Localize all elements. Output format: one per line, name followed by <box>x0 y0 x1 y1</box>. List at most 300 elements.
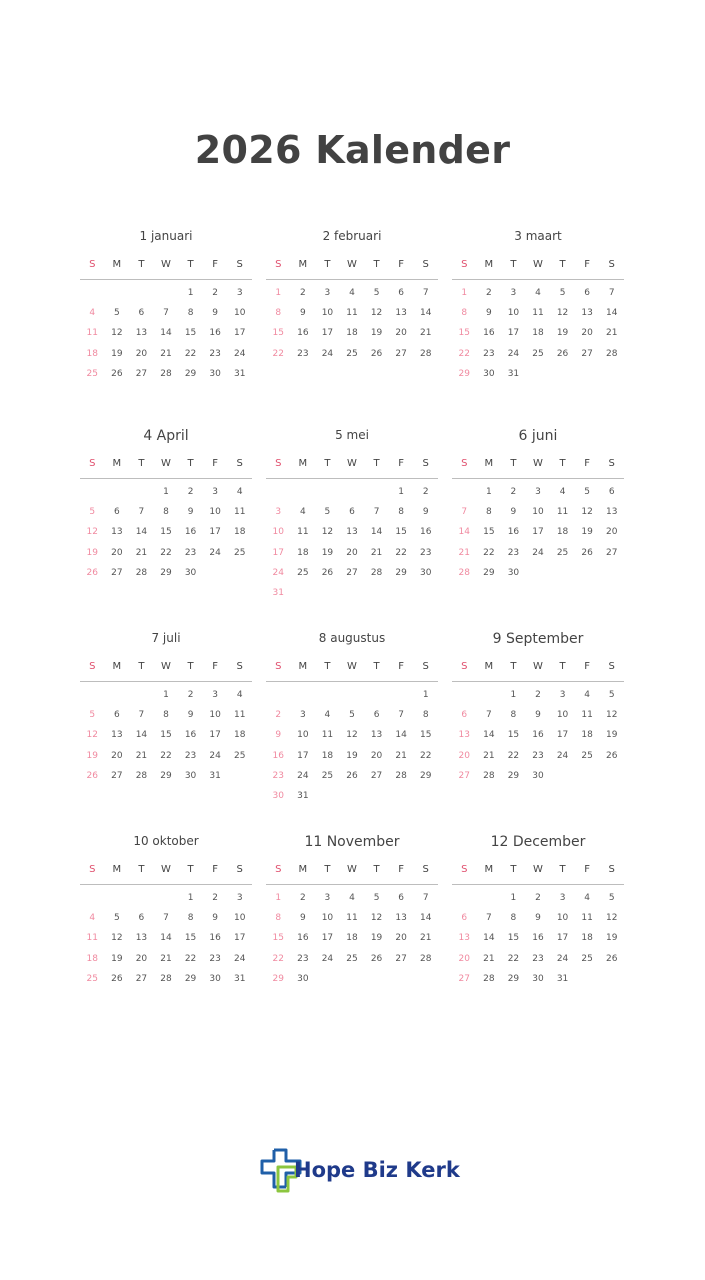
day-cell: 20 <box>605 527 618 538</box>
empty-cell <box>452 888 477 908</box>
weekday-label: T <box>138 458 145 469</box>
weekday-header <box>80 864 252 880</box>
day-cell: 6 <box>608 487 615 497</box>
day-cell: 2 <box>299 288 306 298</box>
day-cell: 20 <box>346 547 358 558</box>
day-cell: 1 <box>398 487 404 497</box>
day-cell: 23 <box>297 953 309 964</box>
day-cell: 30 <box>209 973 221 984</box>
day-cell: 7 <box>485 710 492 721</box>
day-cell: 1 <box>510 893 517 903</box>
month-6 <box>452 428 624 583</box>
day-cell: 8 <box>187 913 194 924</box>
day-cell: 12 <box>111 933 123 944</box>
day-cell: 22 <box>184 953 197 964</box>
weekday-label: T <box>324 864 331 875</box>
weekday-header <box>452 259 624 275</box>
day-cell: 11 <box>86 933 98 944</box>
day-cell: 9 <box>299 913 306 924</box>
day-cell: 3 <box>535 487 541 497</box>
day-cell: 8 <box>275 308 282 319</box>
day-cell: 10 <box>321 308 334 319</box>
day-cell: 15 <box>419 730 432 741</box>
divider <box>80 279 252 280</box>
day-cell: 22 <box>160 547 172 558</box>
day-cell: 3 <box>212 690 218 700</box>
day-cell: 7 <box>163 913 169 924</box>
day-cell: 21 <box>419 933 432 944</box>
day-cell: 18 <box>86 348 98 359</box>
empty-cell <box>105 482 130 502</box>
day-cell: 16 <box>184 527 197 538</box>
weekday-label: F <box>212 661 219 672</box>
day-cell: 7 <box>422 893 429 903</box>
day-grid <box>266 482 438 603</box>
day-cell: 23 <box>209 348 221 359</box>
empty-cell <box>80 482 105 502</box>
day-cell: 29 <box>483 567 495 578</box>
day-cell: 6 <box>461 913 468 924</box>
day-cell: 19 <box>346 750 358 761</box>
day-cell: 23 <box>507 547 520 558</box>
day-cell: 11 <box>346 308 358 319</box>
weekday-label: W <box>347 661 357 672</box>
day-cell: 9 <box>535 710 541 721</box>
day-cell: 16 <box>297 933 309 944</box>
weekday-label: M <box>112 259 122 270</box>
day-cell: 24 <box>272 567 284 578</box>
empty-cell <box>129 685 154 705</box>
day-cell: 20 <box>581 328 593 339</box>
day-cell: 19 <box>605 933 618 944</box>
divider <box>452 681 624 682</box>
day-cell: 27 <box>370 770 383 781</box>
day-cell: 7 <box>163 308 169 319</box>
day-cell: 8 <box>422 710 429 721</box>
day-cell: 13 <box>111 730 123 741</box>
day-cell: 23 <box>272 770 284 781</box>
day-cell: 25 <box>581 953 593 964</box>
weekday-label: W <box>161 259 171 270</box>
empty-cell <box>129 482 154 502</box>
day-cell: 30 <box>184 770 197 781</box>
day-cell: 19 <box>86 750 98 761</box>
day-cell: 29 <box>507 973 520 984</box>
weekday-label: M <box>112 661 122 672</box>
day-cell: 19 <box>86 547 98 558</box>
day-cell: 20 <box>111 547 123 558</box>
day-cell: 5 <box>373 288 380 298</box>
day-cell: 24 <box>532 547 544 558</box>
day-cell: 5 <box>584 487 590 497</box>
day-cell: 27 <box>346 567 358 578</box>
weekday-label: M <box>298 458 308 469</box>
weekday-header <box>452 458 624 474</box>
empty-cell <box>389 685 414 705</box>
day-cell: 24 <box>297 770 309 781</box>
day-cell: 26 <box>370 953 383 964</box>
day-cell: 31 <box>556 973 569 984</box>
day-cell: 18 <box>233 527 246 538</box>
day-cell: 12 <box>370 913 383 924</box>
day-cell: 9 <box>275 730 282 741</box>
day-cell: 13 <box>370 730 383 741</box>
day-cell: 26 <box>370 348 383 359</box>
day-cell: 29 <box>160 567 172 578</box>
day-cell: 28 <box>160 973 172 984</box>
day-cell: 6 <box>461 710 468 721</box>
day-cell: 26 <box>86 567 98 578</box>
empty-cell <box>80 685 105 705</box>
day-cell: 27 <box>605 547 618 558</box>
empty-cell <box>291 685 316 705</box>
day-cell: 3 <box>559 690 566 700</box>
day-cell: 18 <box>346 328 358 339</box>
month-title: 6 juni <box>518 428 558 444</box>
day-cell: 13 <box>605 507 618 518</box>
day-cell: 25 <box>321 770 334 781</box>
divider <box>80 681 252 682</box>
weekday-label: S <box>89 661 96 672</box>
weekday-label: T <box>324 259 331 270</box>
day-cell: 12 <box>581 507 593 518</box>
day-cell: 26 <box>581 547 593 558</box>
day-cell: 30 <box>507 567 520 578</box>
day-cell: 11 <box>532 308 544 319</box>
weekday-label: T <box>559 661 566 672</box>
day-cell: 27 <box>581 348 593 359</box>
weekday-label: W <box>533 864 543 875</box>
weekday-header <box>266 259 438 275</box>
day-cell: 8 <box>163 710 169 721</box>
empty-cell <box>105 685 130 705</box>
day-cell: 23 <box>209 953 221 964</box>
day-cell: 8 <box>510 913 517 924</box>
day-cell: 9 <box>187 710 194 721</box>
day-cell: 19 <box>605 730 618 741</box>
day-cell: 19 <box>321 547 334 558</box>
day-cell: 2 <box>212 288 218 298</box>
day-cell: 4 <box>584 893 590 903</box>
day-grid <box>80 283 252 384</box>
day-cell: 26 <box>111 368 123 379</box>
month-title: 5 mei <box>335 428 369 442</box>
day-cell: 31 <box>233 368 246 379</box>
month-title: 10 oktober <box>133 834 199 848</box>
empty-cell <box>364 685 389 705</box>
weekday-label: S <box>236 864 243 875</box>
day-cell: 4 <box>559 487 566 497</box>
day-cell: 15 <box>395 527 407 538</box>
day-cell: 30 <box>184 567 197 578</box>
day-cell: 27 <box>395 348 407 359</box>
day-cell: 5 <box>113 308 120 319</box>
day-cell: 7 <box>373 507 380 518</box>
day-cell: 17 <box>321 933 334 944</box>
divider <box>80 478 252 479</box>
weekday-label: W <box>161 458 171 469</box>
month-10 <box>80 834 252 989</box>
day-cell: 10 <box>556 913 569 924</box>
empty-cell <box>364 482 389 502</box>
day-grid <box>452 482 624 583</box>
day-cell: 12 <box>605 710 618 721</box>
day-cell: 5 <box>89 507 96 518</box>
day-cell: 18 <box>581 730 593 741</box>
weekday-label: M <box>484 661 494 672</box>
day-cell: 6 <box>398 893 404 903</box>
weekday-label: T <box>138 864 145 875</box>
day-cell: 2 <box>212 893 218 903</box>
day-cell: 2 <box>187 487 194 497</box>
weekday-label: T <box>324 458 331 469</box>
day-cell: 27 <box>395 953 407 964</box>
day-cell: 13 <box>395 308 407 319</box>
day-cell: 17 <box>321 328 334 339</box>
day-cell: 1 <box>275 288 282 298</box>
month-3 <box>452 229 624 384</box>
day-cell: 26 <box>346 770 358 781</box>
day-cell: 8 <box>275 913 282 924</box>
empty-cell <box>80 888 105 908</box>
divider <box>266 279 438 280</box>
weekday-label: M <box>298 259 308 270</box>
day-cell: 28 <box>458 567 470 578</box>
weekday-label: F <box>212 458 219 469</box>
day-cell: 1 <box>275 893 282 903</box>
day-cell: 23 <box>419 547 432 558</box>
day-cell: 14 <box>605 308 618 319</box>
weekday-label: T <box>510 864 517 875</box>
day-cell: 25 <box>233 547 246 558</box>
day-cell: 24 <box>209 547 221 558</box>
day-cell: 16 <box>272 750 284 761</box>
month-2 <box>266 229 438 364</box>
day-cell: 4 <box>349 893 355 903</box>
day-cell: 11 <box>297 527 309 538</box>
divider <box>452 279 624 280</box>
month-1 <box>80 229 252 384</box>
weekday-label: T <box>138 661 145 672</box>
weekday-label: S <box>275 259 282 270</box>
month-title: 9 September <box>492 631 584 647</box>
weekday-header <box>452 864 624 880</box>
weekday-label: S <box>608 661 615 672</box>
day-cell: 4 <box>349 288 355 298</box>
day-cell: 18 <box>321 750 334 761</box>
day-cell: 2 <box>535 893 541 903</box>
day-cell: 17 <box>556 730 569 741</box>
month-title: 12 December <box>490 834 586 850</box>
weekday-label: S <box>461 259 468 270</box>
day-cell: 23 <box>297 348 309 359</box>
day-cell: 6 <box>113 710 120 721</box>
day-cell: 16 <box>419 527 432 538</box>
day-cell: 9 <box>510 507 517 518</box>
day-cell: 7 <box>398 710 404 721</box>
weekday-label: S <box>422 458 429 469</box>
weekday-label: S <box>608 458 615 469</box>
day-cell: 25 <box>556 547 569 558</box>
day-cell: 18 <box>556 527 569 538</box>
weekday-label: W <box>347 458 357 469</box>
day-cell: 11 <box>346 913 358 924</box>
day-cell: 7 <box>138 710 145 721</box>
day-cell: 9 <box>535 913 541 924</box>
day-cell: 23 <box>532 953 544 964</box>
day-grid <box>266 283 438 364</box>
weekday-label: S <box>422 661 429 672</box>
weekday-label: T <box>510 458 517 469</box>
weekday-label: W <box>347 259 357 270</box>
day-cell: 12 <box>370 308 383 319</box>
day-cell: 3 <box>299 710 306 721</box>
weekday-label: T <box>373 661 380 672</box>
day-cell: 2 <box>535 690 541 700</box>
empty-cell <box>340 482 365 502</box>
day-cell: 25 <box>532 348 544 359</box>
day-cell: 21 <box>483 750 495 761</box>
day-cell: 3 <box>275 507 282 518</box>
weekday-label: M <box>298 864 308 875</box>
weekday-label: S <box>461 458 468 469</box>
day-cell: 4 <box>299 507 306 518</box>
day-cell: 26 <box>321 567 334 578</box>
day-cell: 14 <box>160 328 172 339</box>
day-cell: 15 <box>160 527 172 538</box>
day-cell: 11 <box>581 913 593 924</box>
weekday-label: W <box>533 661 543 672</box>
day-cell: 13 <box>581 308 593 319</box>
day-cell: 16 <box>532 730 544 741</box>
day-cell: 9 <box>485 308 492 319</box>
weekday-label: W <box>347 864 357 875</box>
day-cell: 5 <box>608 690 615 700</box>
day-cell: 10 <box>233 913 246 924</box>
day-cell: 7 <box>138 507 145 518</box>
day-cell: 28 <box>483 973 495 984</box>
logo <box>260 1146 460 1194</box>
weekday-label: T <box>510 259 517 270</box>
day-cell: 28 <box>605 348 618 359</box>
empty-cell <box>80 283 105 303</box>
day-cell: 27 <box>111 567 123 578</box>
day-cell: 23 <box>483 348 495 359</box>
weekday-label: S <box>89 458 96 469</box>
day-cell: 27 <box>135 368 148 379</box>
day-cell: 5 <box>324 507 331 518</box>
day-cell: 8 <box>398 507 404 518</box>
weekday-label: S <box>422 259 429 270</box>
day-cell: 6 <box>373 710 380 721</box>
day-cell: 24 <box>321 953 334 964</box>
day-cell: 21 <box>605 328 618 339</box>
day-cell: 14 <box>135 527 148 538</box>
empty-cell <box>105 283 130 303</box>
day-cell: 5 <box>113 913 120 924</box>
day-cell: 22 <box>272 348 284 359</box>
weekday-label: W <box>533 458 543 469</box>
day-cell: 24 <box>507 348 520 359</box>
empty-cell <box>266 482 291 502</box>
empty-cell <box>266 685 291 705</box>
day-cell: 14 <box>458 527 470 538</box>
day-cell: 6 <box>138 308 145 319</box>
day-cell: 17 <box>209 730 221 741</box>
month-title: 11 November <box>304 834 400 850</box>
day-cell: 20 <box>135 348 148 359</box>
day-cell: 28 <box>135 567 148 578</box>
weekday-label: F <box>398 259 405 270</box>
day-cell: 23 <box>184 750 197 761</box>
day-cell: 2 <box>510 487 517 497</box>
day-cell: 30 <box>532 973 544 984</box>
day-cell: 21 <box>395 750 407 761</box>
day-cell: 30 <box>483 368 495 379</box>
weekday-label: T <box>187 259 194 270</box>
day-cell: 10 <box>297 730 309 741</box>
day-cell: 13 <box>458 730 470 741</box>
day-cell: 13 <box>111 527 123 538</box>
day-cell: 29 <box>507 770 520 781</box>
day-cell: 4 <box>236 690 243 700</box>
day-cell: 8 <box>510 710 517 721</box>
day-cell: 15 <box>507 933 520 944</box>
day-cell: 31 <box>209 770 221 781</box>
weekday-label: S <box>461 661 468 672</box>
day-cell: 20 <box>111 750 123 761</box>
day-cell: 12 <box>111 328 123 339</box>
day-cell: 5 <box>89 710 96 721</box>
day-cell: 28 <box>160 368 172 379</box>
day-cell: 20 <box>395 328 407 339</box>
day-cell: 17 <box>507 328 520 339</box>
weekday-label: T <box>373 458 380 469</box>
day-cell: 12 <box>556 308 569 319</box>
weekday-label: T <box>559 864 566 875</box>
weekday-header <box>80 458 252 474</box>
empty-cell <box>154 283 179 303</box>
day-cell: 2 <box>422 487 429 497</box>
empty-cell <box>315 482 340 502</box>
weekday-label: T <box>187 458 194 469</box>
weekday-label: T <box>187 661 194 672</box>
weekday-label: F <box>398 661 405 672</box>
day-cell: 30 <box>209 368 221 379</box>
day-cell: 18 <box>86 953 98 964</box>
day-cell: 2 <box>485 288 492 298</box>
day-cell: 6 <box>584 288 590 298</box>
weekday-label: S <box>608 864 615 875</box>
day-cell: 10 <box>321 913 334 924</box>
day-cell: 19 <box>111 953 123 964</box>
month-7 <box>80 631 252 786</box>
day-cell: 10 <box>209 710 221 721</box>
day-cell: 26 <box>111 973 123 984</box>
month-5 <box>266 428 438 603</box>
day-cell: 31 <box>297 790 309 801</box>
day-cell: 2 <box>275 710 282 721</box>
day-cell: 4 <box>89 308 96 319</box>
day-cell: 7 <box>608 288 615 298</box>
weekday-label: S <box>89 259 96 270</box>
day-cell: 1 <box>422 690 429 700</box>
day-cell: 17 <box>272 547 284 558</box>
day-cell: 13 <box>346 527 358 538</box>
page-title: 2026 Kalender <box>194 128 511 172</box>
day-cell: 14 <box>483 730 495 741</box>
day-cell: 24 <box>209 750 221 761</box>
